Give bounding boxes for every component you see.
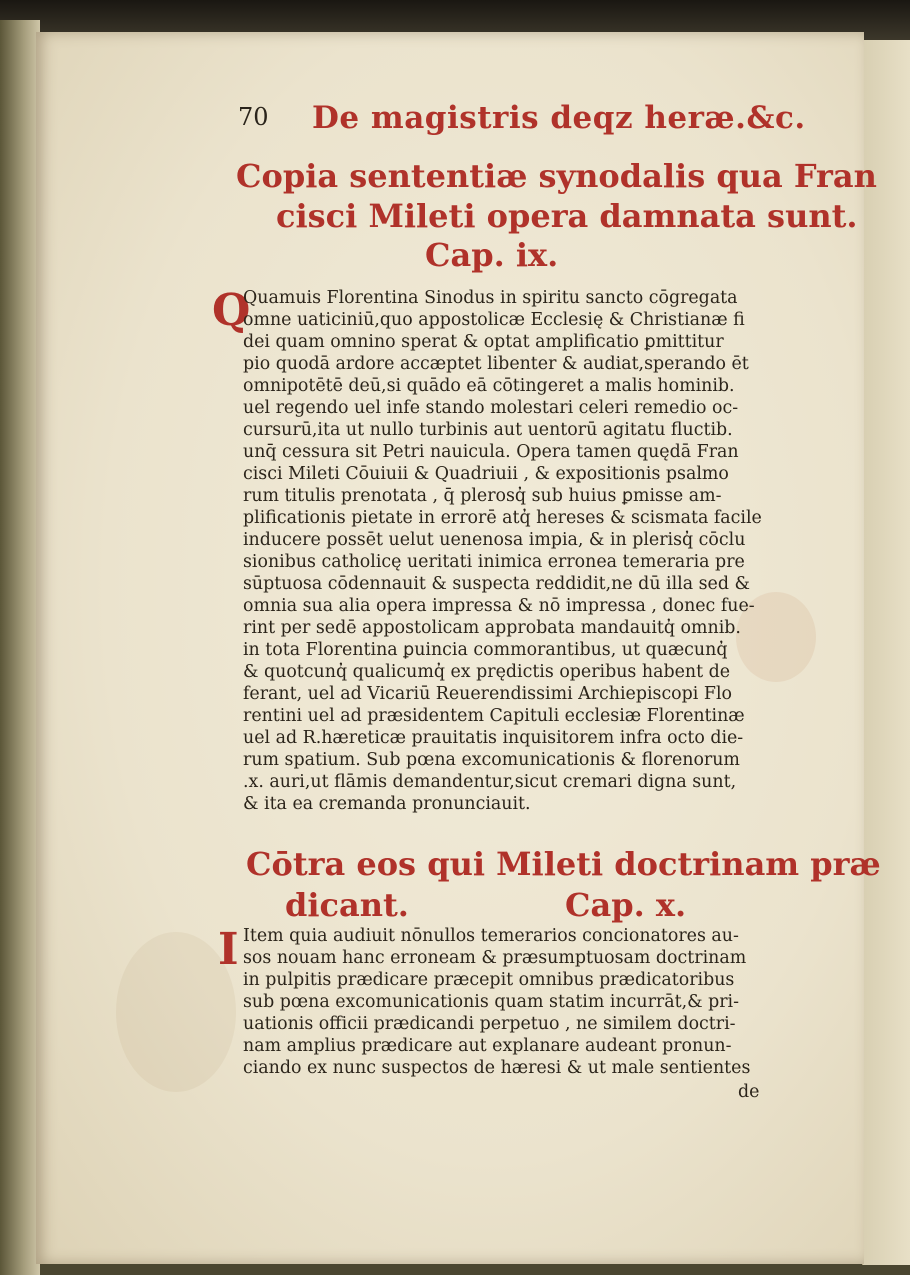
section2-rubricated-initial: I: [218, 924, 239, 975]
text-line: uationis officii prædicandi perpetuo , ne similem doctri-: [243, 1014, 736, 1034]
text-line: .x. auri,ut flāmis demandentur,sicut cremari digna sunt,: [243, 772, 737, 792]
catchword: de: [738, 1082, 760, 1102]
text-line: omnipotētē deū,si quādo eā cōtingeret a malis hominib.: [243, 376, 735, 396]
text-line: rum titulis prenotata , q̄ plerosq̓ sub huius ꝑmisse am-: [243, 486, 722, 506]
text-line: sos nouam hanc erroneam & præsumptuosam doctrinam: [243, 948, 747, 968]
page-number: 70: [238, 103, 269, 131]
text-line: Quamuis Florentina Sinodus in spiritu sancto cōgregata: [243, 288, 738, 308]
text-line: unq̄ cessura sit Petri nauicula. Opera tamen quędā Fran: [243, 442, 739, 462]
text-line: sub pœna excomunicationis quam statim incurrāt,& pri-: [243, 992, 739, 1012]
text-line: uel regendo uel infe stando molestari celeri remedio oc-: [243, 398, 739, 418]
text-line: dei quam omnino sperat & optat amplificatio ꝑmittitur: [243, 332, 724, 352]
text-line: nam amplius prædicare aut explanare audeant pronun-: [243, 1036, 732, 1056]
text-line: in pulpitis prædicare præcepit omnibus prædicatoribus: [243, 970, 735, 990]
text-line: rum spatium. Sub pœna excomunicationis & florenorum: [243, 750, 740, 770]
text-line: uel ad R.hæreticæ prauitatis inquisitorem infra octo die-: [243, 728, 744, 748]
text-line: pio quodā ardore accæptet libenter & audiat,sperando ēt: [243, 354, 749, 374]
running-head: De magistris deqz heræ.&c.: [312, 100, 806, 136]
book-binding-edge: [0, 20, 40, 1275]
text-line: in tota Florentina ꝑuincia commorantibus, ut quæcunq̓: [243, 640, 728, 660]
text-line: & ita ea cremanda pronunciauit.: [243, 794, 531, 814]
text-line: Item quia audiuit nōnullos temerarios concionatores au-: [243, 926, 739, 946]
text-line: omne uaticiniū,quo appostolicæ Ecclesię & Christianæ fi: [243, 310, 745, 330]
section2-chapter-label: Cap. x.: [565, 886, 687, 924]
section1-chapter-label: Cap. ix.: [425, 236, 559, 274]
text-line: inducere possēt uelut uenenosa impia, & in plerisq̓ cōclu: [243, 530, 746, 550]
text-line: cursurū,ita ut nullo turbinis aut uentorū agitatu fluctib.: [243, 420, 733, 440]
text-line: plificationis pietate in errorē atq̓ hereses & scismata facile: [243, 508, 762, 528]
section1-heading-line1: Copia sententiæ synodalis qua Fran: [236, 157, 877, 195]
section1-heading-line2: cisci Mileti opera damnata sunt.: [276, 197, 858, 235]
text-line: ciando ex nunc suspectos de hæresi & ut male sentientes: [243, 1058, 751, 1078]
text-line: ferant, uel ad Vicariū Reuerendissimi Archiepiscopi Flo: [243, 684, 732, 704]
text-line: omnia sua alia opera impressa & nō impressa , donec fue-: [243, 596, 755, 616]
section1-rubricated-initial: Q: [212, 285, 251, 336]
text-line: cisci Mileti Cōuiuii & Quadriuii , & expositionis psalmo: [243, 464, 729, 484]
section2-heading-line1: Cōtra eos qui Mileti doctrinam præ: [246, 845, 881, 883]
text-line: & quotcunq̓ qualicumq̓ ex prędictis operibus habent de: [243, 662, 731, 682]
section2-heading-line2: dicant.: [285, 886, 409, 924]
text-line: sionibus catholicę ueritati inimica erronea temeraria pre: [243, 552, 745, 572]
text-line: sūptuosa cōdennauit & suspecta reddidit,ne dū illa sed &: [243, 574, 750, 594]
facing-page-edge: [862, 40, 910, 1265]
text-line: rint per sedē appostolicam approbata mandauitq̓ omnib.: [243, 618, 741, 638]
text-line: rentini uel ad præsidentem Capituli ecclesiæ Florentinæ: [243, 706, 745, 726]
